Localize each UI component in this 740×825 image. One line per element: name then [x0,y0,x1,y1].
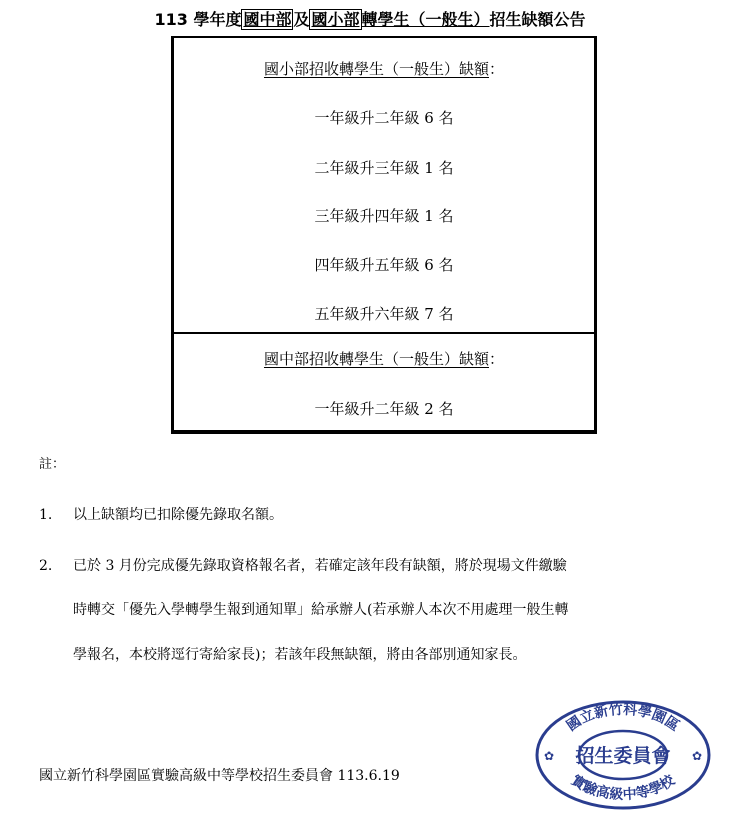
committee-signature: 國立新竹科學園區實驗高級中等學校招生委員會 113.6.19 [39,768,400,784]
page-title [0,8,740,32]
committee-seal [534,700,712,810]
elementary-item: 四年級升五年級 6 名 [314,256,454,274]
seal-bottom-text: 實驗高級中等學校 [568,772,678,804]
junior-high-heading [174,348,594,370]
title-dept-elementary: 國小部 [311,10,360,29]
elementary-item: 二年級升三年級 1 名 [314,159,454,177]
note-text-continued: 學報名，本校將逕行寄給家長)；若該年段無缺額，將由各部別通知家長。 [73,647,527,663]
note-text-continued: 時轉交「優先入學轉學生報到通知單」給承辦人(若承辦人本次不用處理一般生轉 [73,602,569,618]
title-suffix: 轉學生（一般生） [361,10,490,29]
quota-box [171,36,597,434]
note-item-2 [39,556,729,576]
notes-label: 註： [39,457,66,472]
seal-top-text: 國立新竹科學園區 [563,701,683,735]
elementary-heading-text: 國小部招收轉學生（一般生）缺額 [263,60,489,78]
note-text: 已於 3 月份完成優先錄取資格報名者，若確定該年段有缺額，將於現場文件繳驗 [73,558,567,574]
note-item-1 [39,505,729,525]
elementary-item: 五年級升六年級 7 名 [314,305,454,323]
junior-high-heading-colon: ： [489,350,505,368]
section-divider [174,332,594,334]
elementary-item: 一年級升二年級 6 名 [314,109,454,127]
elementary-item: 三年級升四年級 1 名 [314,207,454,225]
elementary-heading [174,58,594,80]
elementary-heading-colon: ： [489,60,505,78]
title-end: 招生缺額公告 [489,10,586,29]
seal-flower-icon: ✿ [691,749,703,763]
seal-flower-icon: ✿ [543,749,555,763]
note-text: 以上缺額均已扣除優先錄取名額。 [73,507,283,523]
title-prefix: 113 學年度 [154,10,242,29]
seal-center-text: 招生委員會 [575,745,671,767]
note-number: 2. [39,558,53,574]
junior-high-item: 一年級升二年級 2 名 [314,400,454,418]
note-number: 1. [39,507,53,523]
junior-high-heading-text: 國中部招收轉學生（一般生）缺額 [263,350,489,368]
title-dept-junior-high: 國中部 [243,10,292,29]
title-conjunction: 及 [293,10,310,29]
